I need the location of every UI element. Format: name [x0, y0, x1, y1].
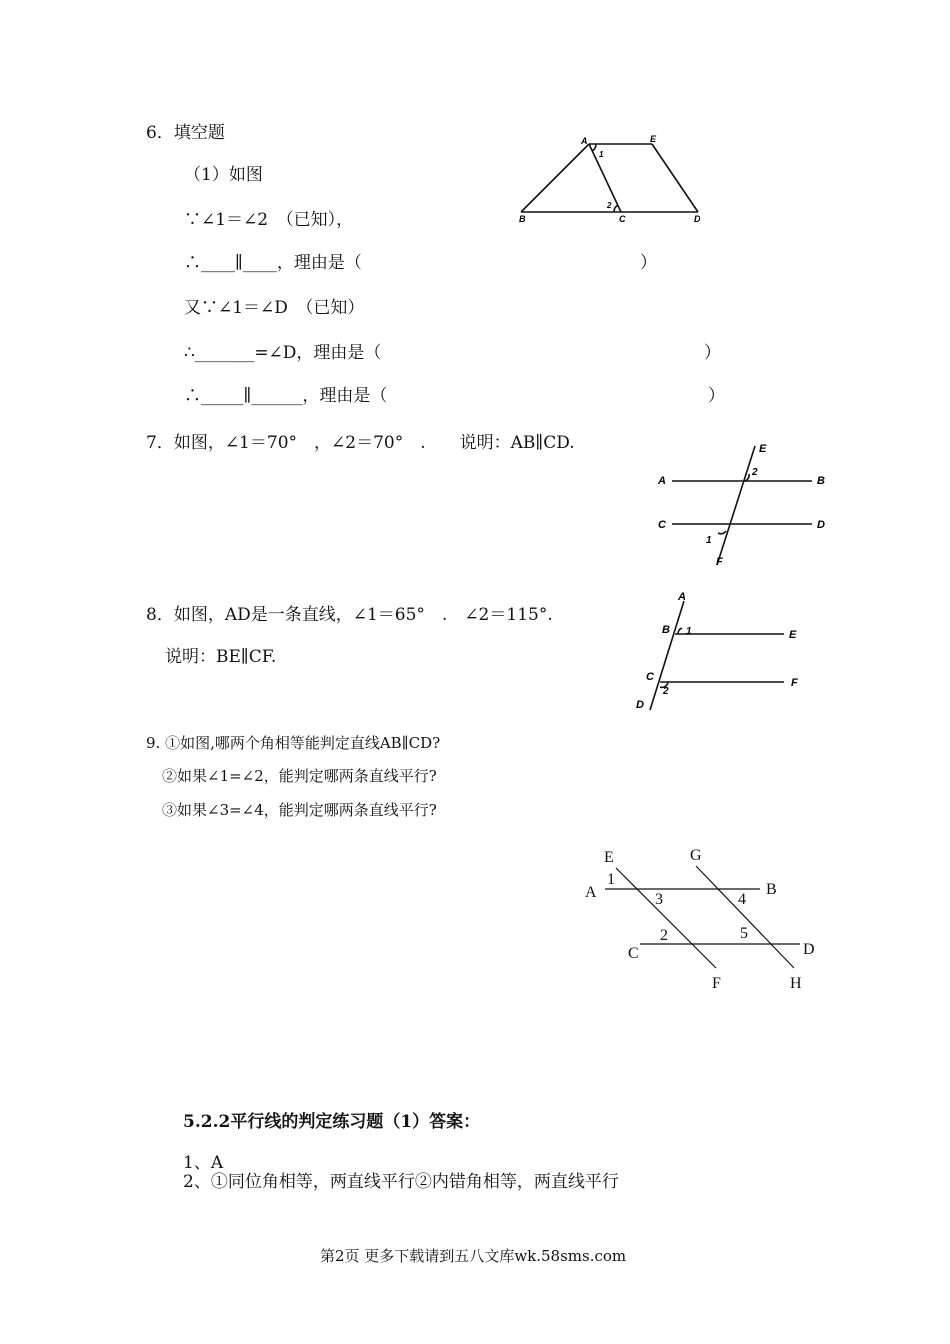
q7-label-B: B [817, 475, 825, 487]
q9-label-3: 3 [655, 891, 663, 908]
q8-label-C: C [646, 671, 654, 683]
q9-label-F: F [712, 975, 721, 992]
q8-label-1: 1 [686, 626, 692, 637]
q6-line2-close: ） [640, 253, 657, 273]
q9-label-G: G [690, 847, 702, 864]
q6-line2: ∴____∥____，理由是（ [184, 253, 362, 273]
q8-text: 8．如图，AD是一条直线，∠1＝65° . ∠2＝115°. [146, 605, 553, 625]
q9-label-5: 5 [740, 925, 748, 942]
q9-label-H: H [790, 975, 802, 992]
q6-label-2: 2 [607, 201, 612, 210]
q6-label-E: E [650, 134, 657, 144]
q9-line1: 9. ①如图,哪两个角相等能判定直线AB∥CD? [146, 734, 441, 752]
answers-title: 5.2.2平行线的判定练习题（1）答案： [183, 1112, 481, 1132]
q7-label-F: F [716, 556, 723, 568]
q9-label-D: D [803, 941, 815, 958]
q8-label-2: 2 [663, 686, 669, 697]
answer-2: 2、①同位角相等，两直线平行②内错角相等，两直线平行 [183, 1172, 619, 1192]
q6-line3: 又∵∠1＝∠D （已知） [184, 298, 365, 318]
q9-label-C: C [628, 945, 639, 962]
q8-label-A: A [678, 591, 686, 603]
q8-label-F: F [791, 677, 798, 689]
q6-label-1: 1 [599, 150, 604, 159]
q9-label-A: A [585, 884, 597, 901]
q8-label-E: E [789, 629, 797, 641]
q6-label-B: B [519, 214, 526, 224]
q7-label-D: D [817, 519, 825, 531]
q6-line4-close: ） [704, 343, 721, 363]
q7-label-E: E [759, 443, 767, 455]
page-footer: 第2页 更多下载请到五八文库wk.58sms.com [320, 1247, 627, 1265]
q6-label-A: A [581, 136, 588, 146]
q6-label-C: C [619, 214, 626, 224]
q8-label-B: B [662, 624, 670, 636]
q9-line3: ③如果∠3=∠4，能判定哪两条直线平行? [162, 801, 437, 819]
q6-line1: ∵∠1＝∠2 （已知）， [184, 210, 354, 230]
q7-text: 7．如图，∠1＝70° ，∠2＝70° . 说明：AB∥CD. [146, 433, 575, 453]
q9-label-E: E [604, 849, 614, 866]
q6-line4: ∴_______=∠D，理由是（ [184, 343, 382, 363]
q9-label-1: 1 [607, 871, 615, 888]
q9-line2: ②如果∠1=∠2，能判定哪两条直线平行? [162, 767, 437, 785]
q6-line5: ∴_____∥______，理由是（ [184, 386, 388, 406]
q7-label-C: C [658, 519, 666, 531]
q6-subtitle: （1）如图 [184, 165, 263, 185]
q6-label-D: D [694, 214, 701, 224]
q7-label-1: 1 [706, 535, 712, 546]
q9-label-2: 2 [660, 927, 668, 944]
answer-1: 1、A [183, 1153, 224, 1173]
q9-label-4: 4 [738, 891, 746, 908]
q6-title: 6．填空题 [146, 123, 225, 143]
q6-line5-close: ） [708, 386, 725, 406]
q9-label-B: B [766, 881, 777, 898]
q8-subtext: 说明：BE∥CF. [165, 647, 277, 667]
q8-label-D: D [636, 699, 644, 711]
q7-label-A: A [658, 475, 666, 487]
q7-label-2: 2 [752, 467, 758, 478]
